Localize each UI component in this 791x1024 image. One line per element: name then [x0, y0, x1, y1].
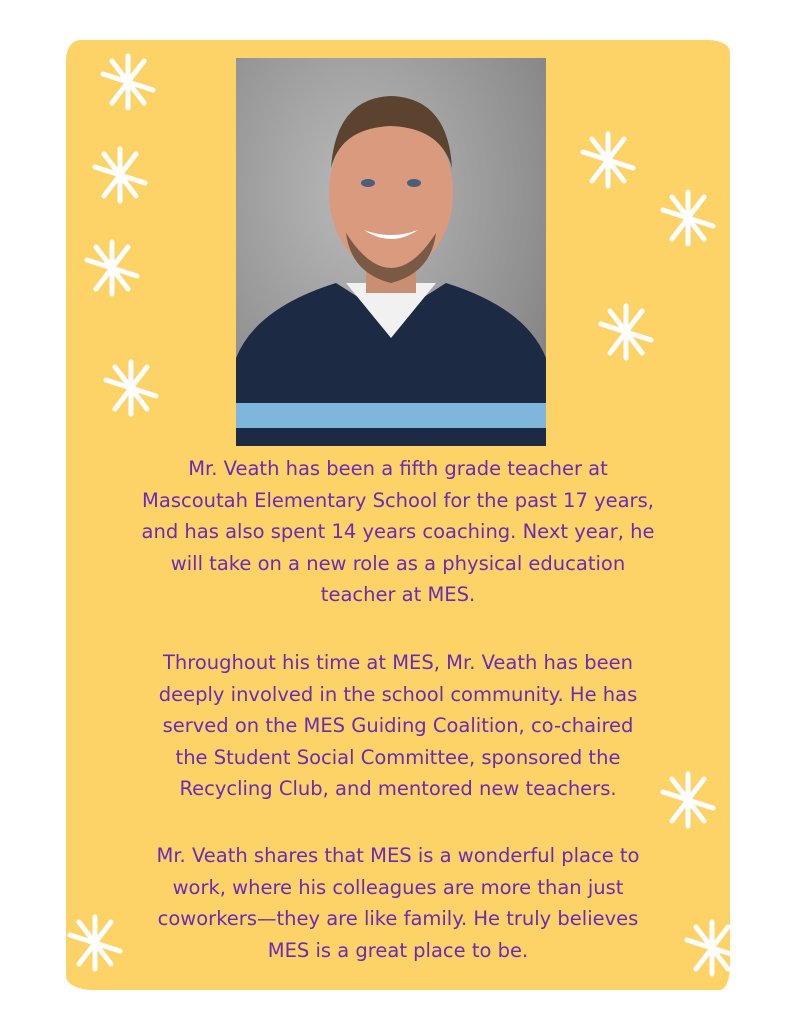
text-line: will take on a new role as a physical education	[170, 551, 626, 575]
text-line: and has also spent 14 years coaching. Next year, he	[141, 520, 655, 543]
star-icon	[583, 134, 633, 186]
star-icon	[103, 56, 153, 108]
star-icon	[87, 242, 137, 294]
star-icon	[601, 306, 651, 358]
text-line: Mr. Veath has been a fifth grade teacher at	[188, 457, 608, 480]
text-line: Mascoutah Elementary School for the past 17 years,	[142, 488, 654, 512]
text-line: the Student Social Committee, sponsored the	[175, 745, 621, 769]
text-line: Mr. Veath shares that MES is a wonderful place to	[156, 844, 640, 867]
text-line: MES is a great place to be.	[267, 938, 529, 962]
text-line: served on the MES Guiding Coalition, co-chaired	[162, 714, 634, 737]
paragraph-involvement	[66, 647, 730, 805]
text-line: Throughout his time at MES, Mr. Veath has been	[163, 651, 633, 674]
text-line: work, where his colleagues are more than just	[172, 875, 624, 899]
text-line: deeply involved in the school community. He has	[158, 682, 638, 706]
star-icon	[95, 149, 145, 201]
star-icon	[106, 362, 156, 414]
text-line: teacher at MES.	[320, 583, 476, 606]
paragraph-career	[66, 453, 730, 611]
text-line: coworkers—they are like family. He truly believes	[157, 907, 639, 930]
paragraph-quote	[66, 840, 730, 966]
text-line: Recycling Club, and mentored new teachers.	[179, 777, 617, 800]
star-icon	[663, 192, 713, 244]
